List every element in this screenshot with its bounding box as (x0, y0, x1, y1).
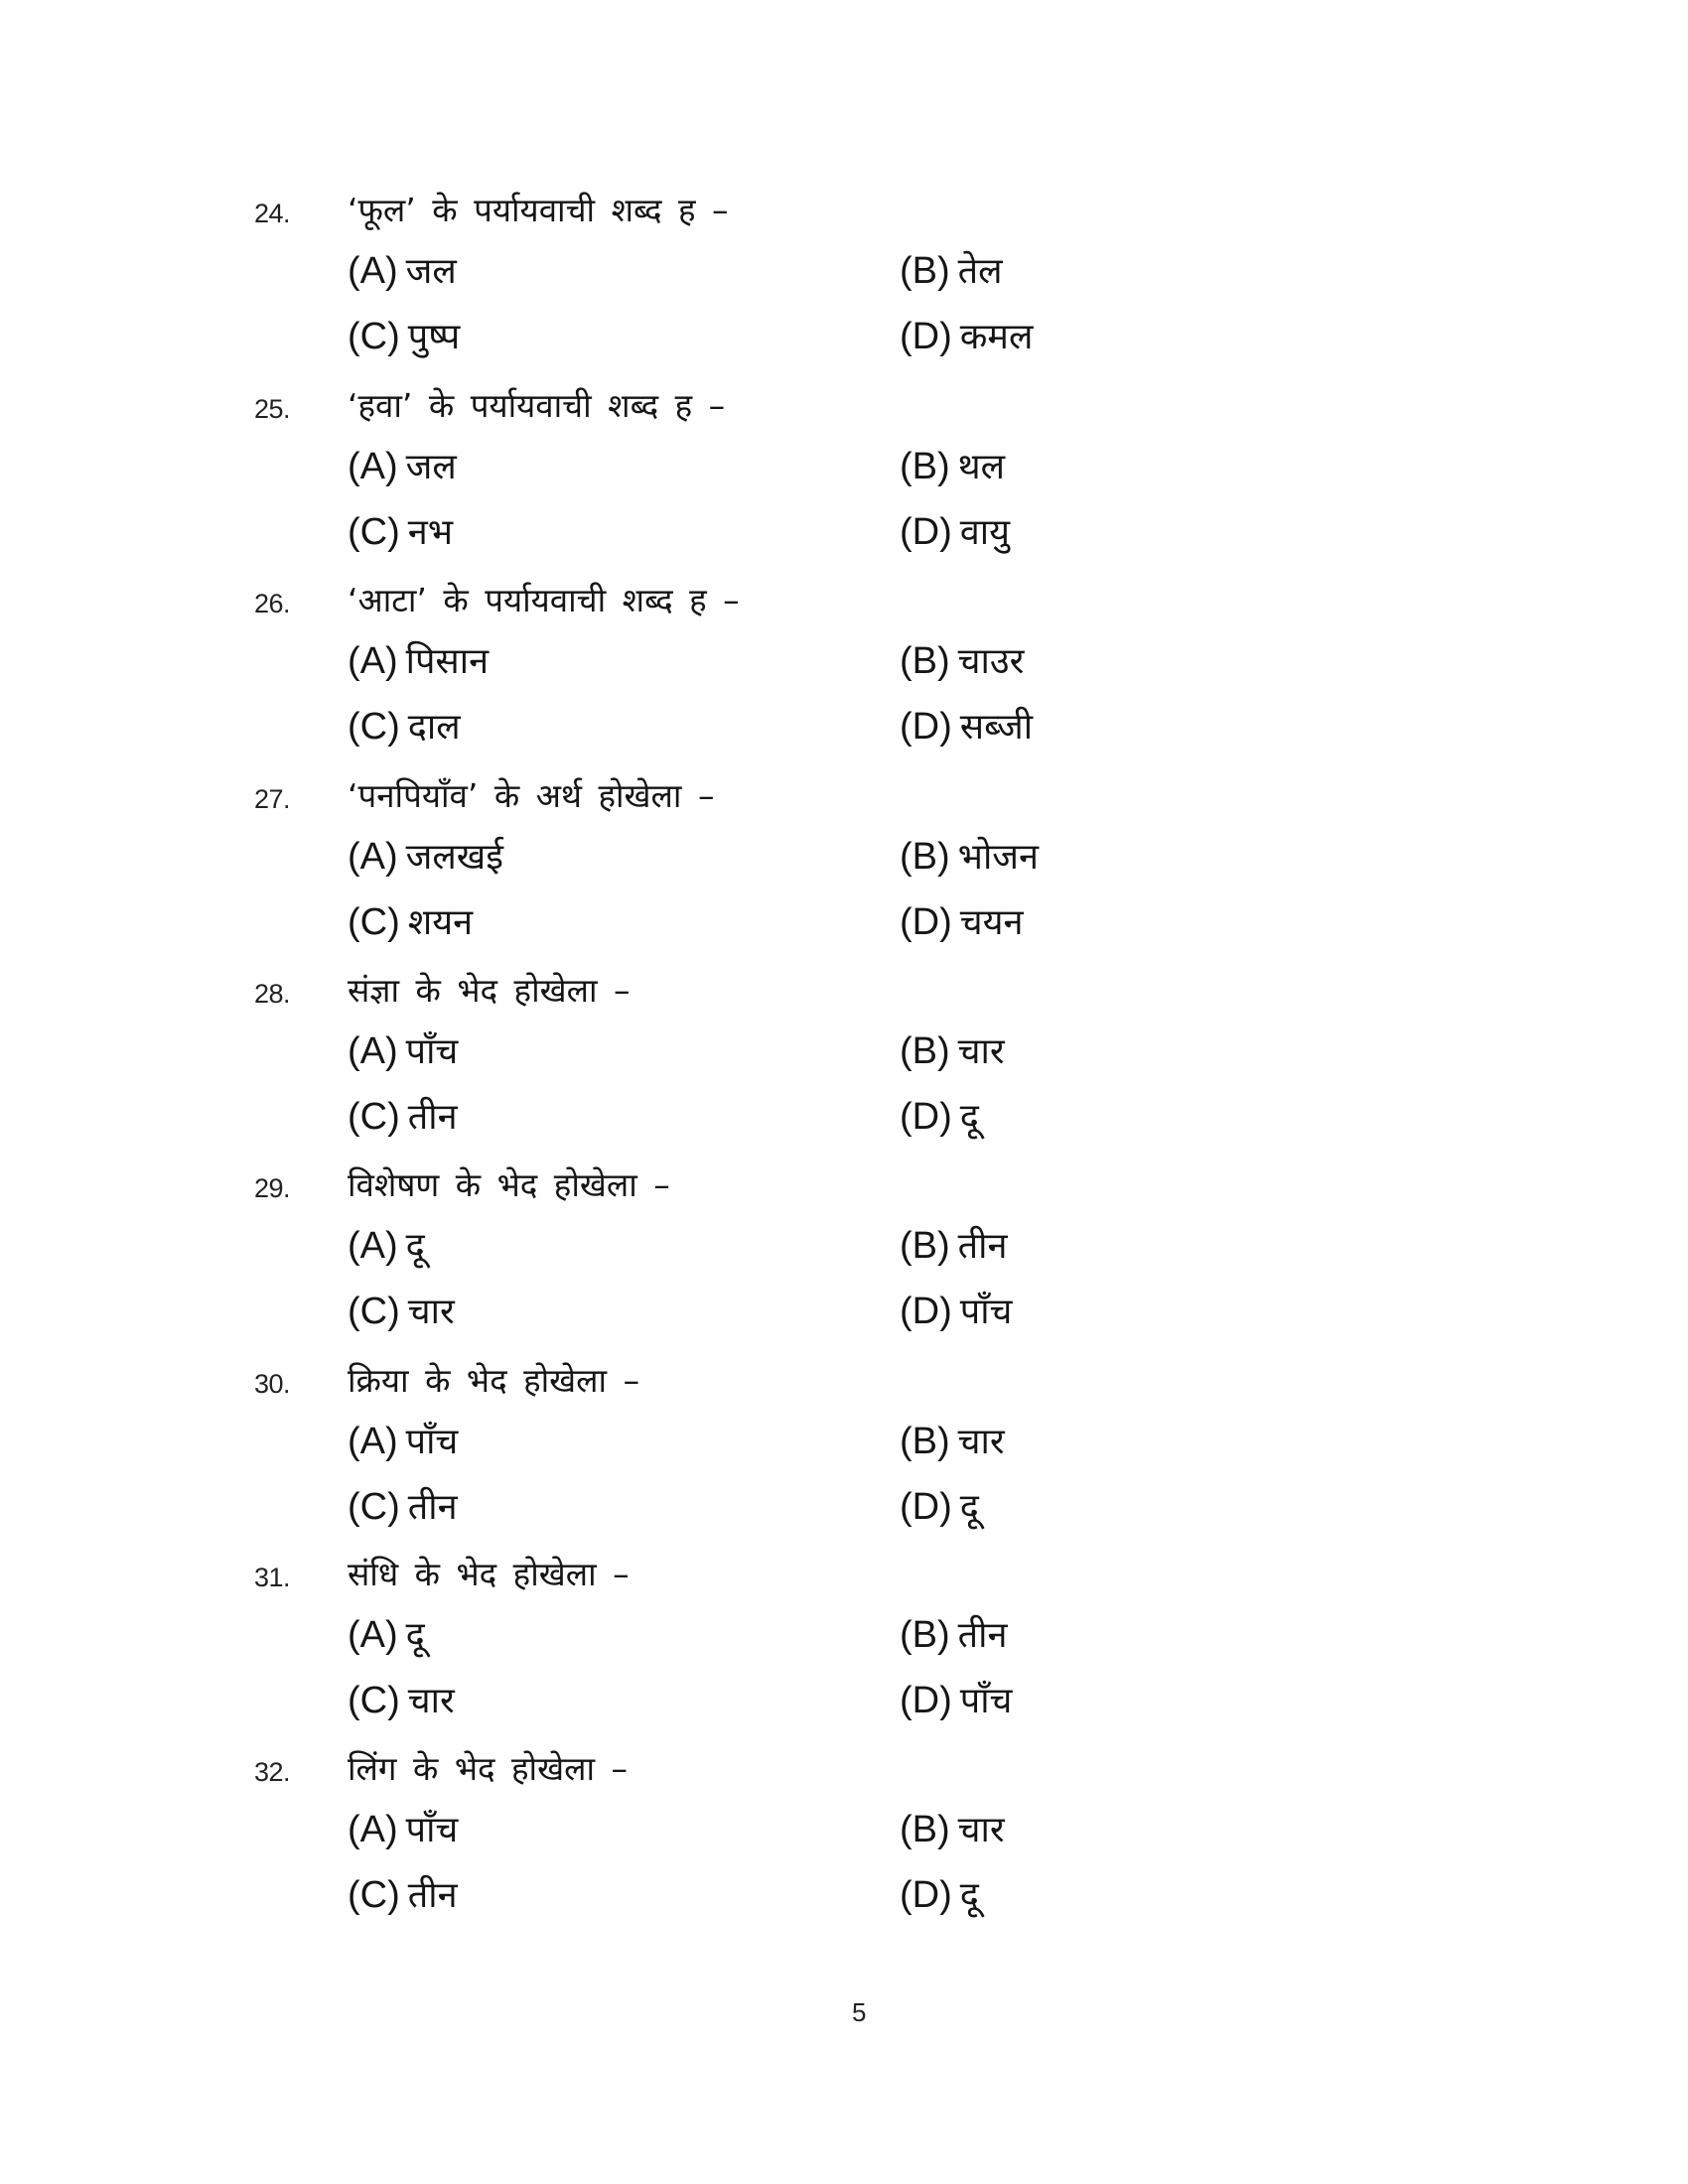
option-b (900, 836, 1039, 879)
question-number: 24. (254, 199, 291, 228)
option-label: (D) (900, 1486, 952, 1528)
question-text: लिंग के भेद होखेला – (348, 1749, 629, 1788)
option-d (900, 1486, 979, 1529)
option-text: तेल (957, 251, 1003, 292)
option-label: (C) (348, 1096, 400, 1138)
option-c (348, 901, 473, 944)
option-d (900, 1874, 979, 1917)
question-text: क्रिया के भेद होखेला – (348, 1361, 640, 1400)
option-label: (A) (348, 1030, 398, 1072)
option-label: (C) (348, 901, 400, 943)
option-text: शयन (407, 902, 474, 943)
option-label: (A) (348, 1421, 398, 1462)
option-d (900, 1096, 979, 1139)
option-text: पाँच (959, 1681, 1013, 1721)
option-text: दू (959, 1875, 979, 1916)
question-text: ‘आटा’ के पर्यायवाची शब्द ह – (348, 581, 740, 619)
option-text: चयन (959, 902, 1024, 943)
option-label: (D) (900, 511, 952, 553)
option-text: चार (957, 1031, 1005, 1072)
option-b (900, 1421, 1005, 1463)
option-text: दू (959, 1097, 979, 1138)
page-number: 5 (852, 1997, 867, 2027)
option-d (900, 901, 1024, 944)
option-label: (D) (900, 1680, 952, 1721)
option-text: पाँच (405, 1810, 459, 1850)
question-28 (0, 971, 1688, 1158)
question-text: ‘फूल’ के पर्यायवाची शब्द ह – (348, 191, 729, 229)
option-a (348, 640, 489, 683)
option-c (348, 706, 461, 749)
option-a (348, 836, 503, 879)
option-label: (C) (348, 1680, 400, 1721)
option-label: (B) (900, 1614, 950, 1656)
question-31 (0, 1555, 1688, 1741)
option-b (900, 1614, 1007, 1657)
option-c (348, 1680, 455, 1722)
option-text: पाँच (405, 1031, 459, 1072)
option-text: थल (957, 447, 1006, 487)
option-label: (C) (348, 1874, 400, 1916)
option-text: भोजन (957, 837, 1039, 878)
option-label: (A) (348, 1809, 398, 1850)
option-b (900, 446, 1005, 488)
option-a (348, 1225, 425, 1268)
question-number: 28. (254, 979, 291, 1009)
option-text: तीन (407, 1487, 458, 1528)
question-number: 30. (254, 1369, 291, 1399)
option-b (900, 1809, 1005, 1851)
question-text: संज्ञा के भेद होखेला – (348, 971, 631, 1010)
option-label: (C) (348, 706, 400, 748)
question-number: 26. (254, 589, 291, 618)
question-number: 25. (254, 394, 291, 424)
option-label: (B) (900, 1421, 950, 1462)
option-label: (B) (900, 1225, 950, 1267)
option-label: (B) (900, 1030, 950, 1072)
option-text: जलखई (405, 837, 503, 878)
option-text: चार (407, 1292, 455, 1332)
option-label: (C) (348, 316, 400, 357)
option-text: वायु (959, 512, 1010, 553)
option-d (900, 1291, 1012, 1333)
question-32 (0, 1749, 1688, 1936)
option-text: चाउर (957, 641, 1025, 682)
question-24 (0, 191, 1688, 377)
option-c (348, 1486, 458, 1529)
option-d (900, 316, 1033, 358)
question-text: ‘हवा’ के पर्यायवाची शब्द ह – (348, 386, 726, 425)
option-text: तीन (407, 1097, 458, 1138)
option-label: (B) (900, 836, 950, 878)
option-text: नभ (407, 512, 454, 553)
option-text: पाँच (405, 1422, 459, 1462)
question-number: 27. (254, 784, 291, 814)
option-text: पाँच (959, 1292, 1013, 1332)
option-label: (C) (348, 1486, 400, 1528)
option-label: (D) (900, 1096, 952, 1138)
question-25 (0, 386, 1688, 573)
option-d (900, 1680, 1012, 1722)
option-label: (A) (348, 446, 398, 487)
question-26 (0, 581, 1688, 767)
option-a (348, 1421, 458, 1463)
question-number: 31. (254, 1563, 291, 1592)
option-text: चार (407, 1681, 455, 1721)
option-label: (A) (348, 640, 398, 682)
option-text: दू (405, 1226, 425, 1267)
option-label: (D) (900, 316, 952, 357)
option-b (900, 1030, 1005, 1073)
option-text: कमल (959, 317, 1034, 357)
option-label: (A) (348, 250, 398, 292)
option-label: (A) (348, 1614, 398, 1656)
option-text: पिसान (405, 641, 490, 682)
question-number: 32. (254, 1757, 291, 1787)
option-b (900, 640, 1024, 683)
option-label: (D) (900, 706, 952, 748)
option-label: (A) (348, 1225, 398, 1267)
question-27 (0, 776, 1688, 963)
option-label: (C) (348, 511, 400, 553)
option-a (348, 1809, 458, 1851)
option-label: (B) (900, 446, 950, 487)
option-text: चार (957, 1810, 1005, 1850)
option-label: (A) (348, 836, 398, 878)
option-text: चार (957, 1422, 1005, 1462)
option-c (348, 511, 453, 554)
question-text: ‘पनपियाँव’ के अर्थ होखेला – (348, 776, 715, 815)
option-label: (D) (900, 1291, 952, 1332)
question-text: विशेषण के भेद होखेला – (348, 1165, 670, 1204)
option-text: सब्जी (959, 707, 1034, 748)
option-text: दाल (407, 707, 461, 748)
option-label: (D) (900, 1874, 952, 1916)
option-d (900, 706, 1033, 749)
question-29 (0, 1165, 1688, 1352)
question-30 (0, 1361, 1688, 1548)
question-number: 29. (254, 1173, 291, 1203)
option-text: तीन (407, 1875, 458, 1916)
option-a (348, 446, 457, 488)
option-label: (B) (900, 640, 950, 682)
option-c (348, 316, 460, 358)
question-text: संधि के भेद होखेला – (348, 1555, 630, 1593)
option-a (348, 250, 457, 293)
option-label: (B) (900, 250, 950, 292)
option-text: जल (405, 251, 457, 292)
option-text: तीन (957, 1615, 1008, 1656)
option-c (348, 1096, 458, 1139)
option-a (348, 1030, 458, 1073)
option-text: तीन (957, 1226, 1008, 1267)
option-c (348, 1291, 455, 1333)
option-b (900, 250, 1003, 293)
option-c (348, 1874, 458, 1917)
option-label: (B) (900, 1809, 950, 1850)
option-a (348, 1614, 425, 1657)
option-text: दू (405, 1615, 425, 1656)
option-text: पुष्प (407, 317, 461, 357)
option-text: जल (405, 447, 457, 487)
option-label: (D) (900, 901, 952, 943)
option-d (900, 511, 1010, 554)
option-label: (C) (348, 1291, 400, 1332)
option-text: दू (959, 1487, 979, 1528)
option-b (900, 1225, 1007, 1268)
